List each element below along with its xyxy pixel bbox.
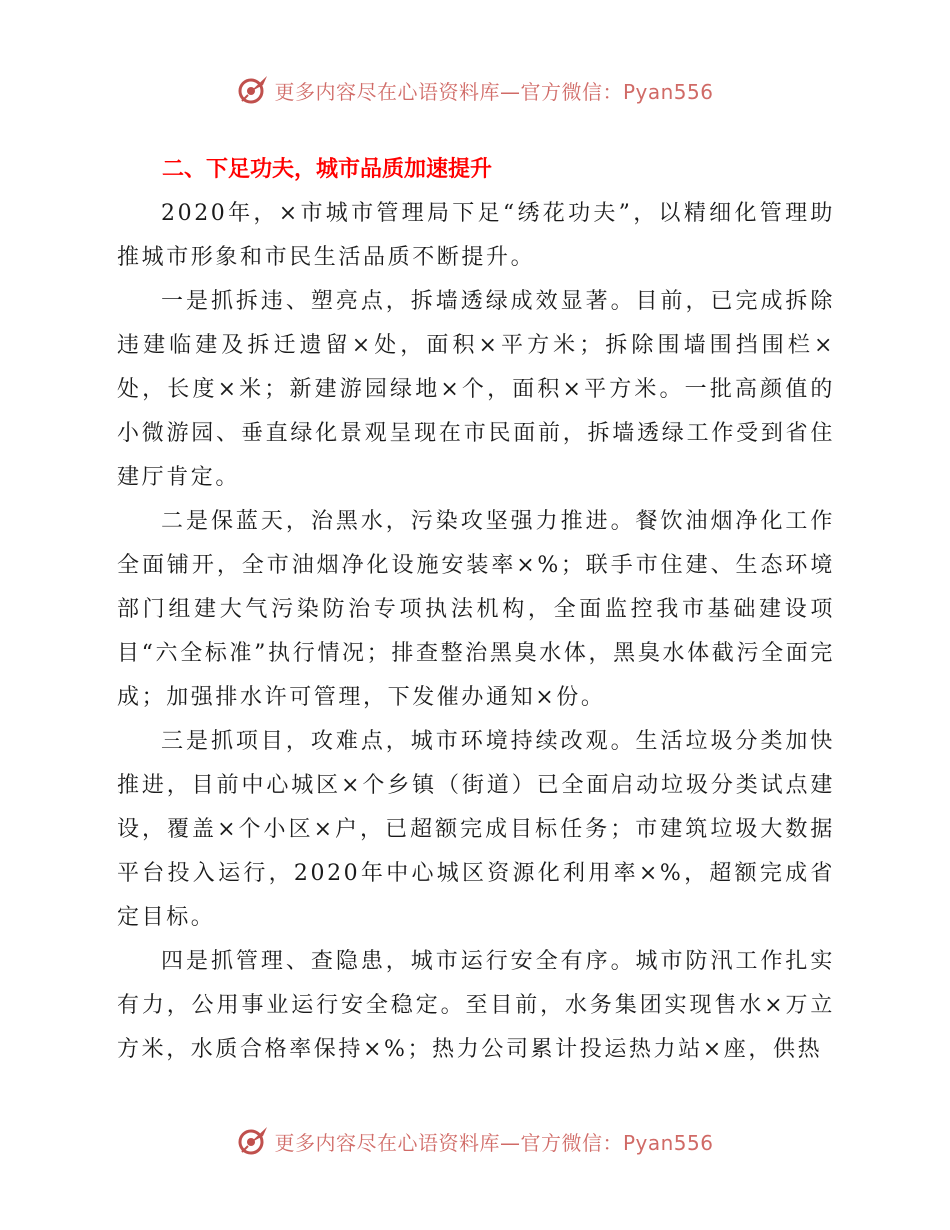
document-body: [117, 148, 835, 1072]
paragraph-item-4: 四是抓管理、查隐患，城市运行安全有序。城市防汛工作扎实有力，公用事业运行安全稳定。至目前，水务集团实现售水×万立方米，水质合格率保持×%；热力公司累计投运热力站×座，供热: [117, 949, 835, 1062]
watermark-text: 更多内容尽在心语资料库—官方微信：Pyan556: [274, 79, 714, 104]
paragraph-intro: 2020年，×市城市管理局下足“绣花功夫”，以精细化管理助推城市形象和市民生活品质不断提升。: [117, 201, 835, 270]
footer-watermark: [0, 1121, 950, 1161]
quill-logo-icon: [236, 1124, 270, 1158]
watermark-text: 更多内容尽在心语资料库—官方微信：Pyan556: [274, 1130, 714, 1155]
paragraph-item-2: 二是保蓝天，治黑水，污染攻坚强力推进。餐饮油烟净化工作全面铺开，全市油烟净化设施安装率×%；联手市住建、生态环境部门组建大气污染防治专项执法机构，全面监控我市基础建设项目“六全标准”执行情况；排查整治黑臭水体，黑臭水体截污全面完成；加强排水许可管理，下发催办通知×份。: [117, 509, 835, 710]
header-watermark: [0, 70, 950, 110]
paragraph-item-3: 三是抓项目，攻难点，城市环境持续改观。生活垃圾分类加快推进，目前中心城区×个乡镇（街道）已全面启动垃圾分类试点建设，覆盖×个小区×户，已超额完成目标任务；市建筑垃圾大数据平台投入运行，2020年中心城区资源化利用率×%，超额完成省定目标。: [117, 729, 835, 930]
section-heading: 二、下足功夫，城市品质加速提升: [162, 157, 493, 182]
quill-logo-icon: [236, 73, 270, 107]
paragraph-item-1: 一是抓拆违、塑亮点，拆墙透绿成效显著。目前，已完成拆除违建临建及拆迁遗留×处，面积×平方米；拆除围墙围挡围栏×处，长度×米；新建游园绿地×个，面积×平方米。一批高颜值的小微游园、垂直绿化景观呈现在市民面前，拆墙透绿工作受到省住建厅肯定。: [117, 289, 835, 490]
